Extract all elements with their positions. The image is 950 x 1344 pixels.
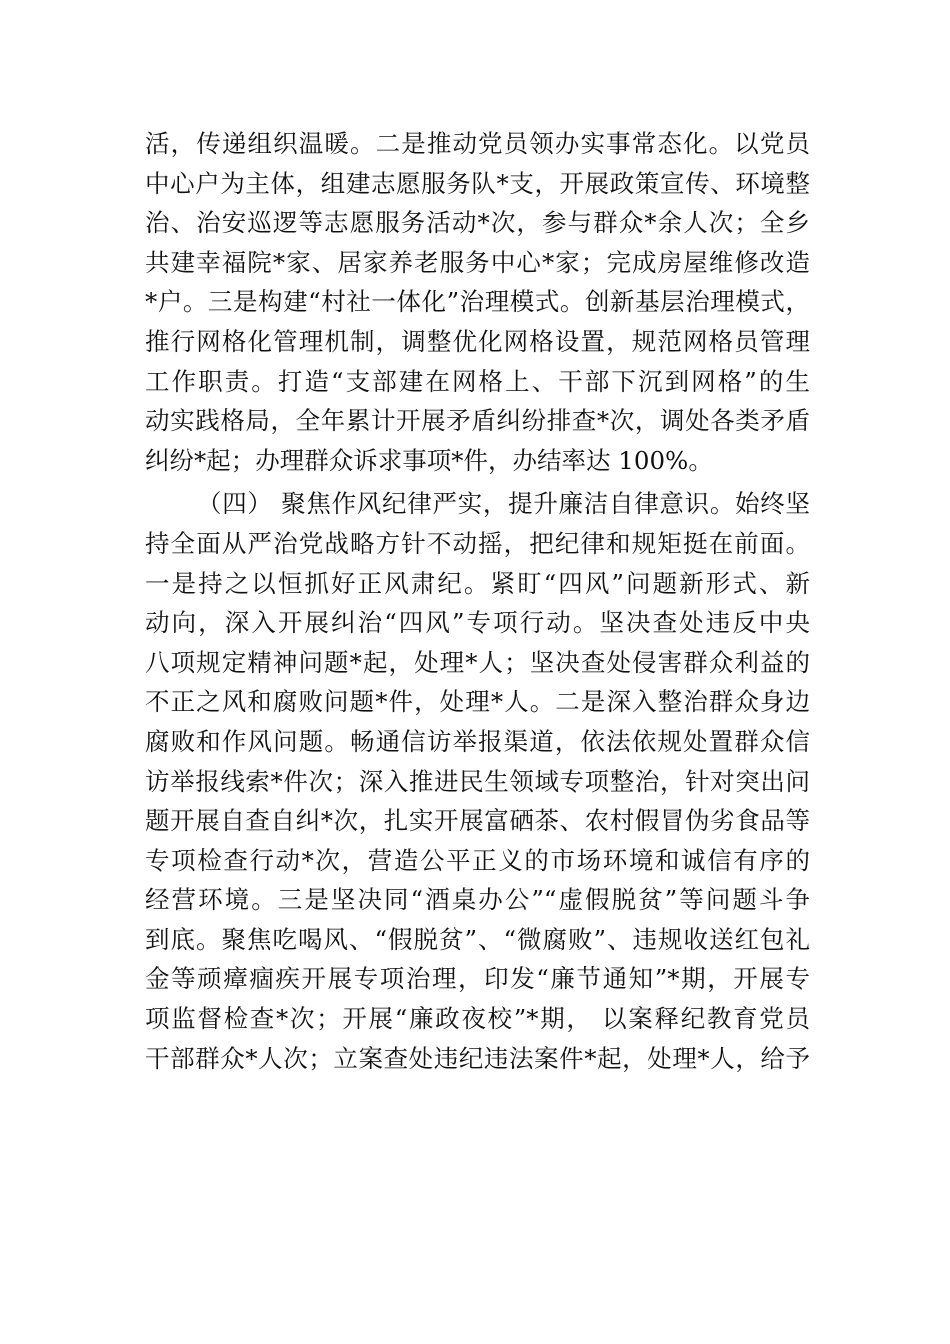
text-line: 八项规定精神问题*起，处理*人；坚决查处侵害群众利益的 xyxy=(145,647,810,677)
text-line: 工作职责。打造“支部建在网格上、干部下沉到网格”的生 xyxy=(145,366,810,396)
text-line: 专项检查行动*次，营造公平正义的市场环境和诚信有序的 xyxy=(145,845,810,875)
text-line: 题开展自查自纠*次，扎实开展富硒茶、农村假冒伪劣食品等 xyxy=(145,806,810,836)
paragraph-1 xyxy=(145,124,810,480)
text-line: 不正之风和腐败问题*件，处理*人。二是深入整治群众身边 xyxy=(145,687,810,717)
paragraph-2 xyxy=(145,484,810,1078)
text-line: *户。三是构建“村社一体化”治理模式。创新基层治理模式， xyxy=(145,287,810,317)
text-line: 共建幸福院*家、居家养老服务中心*家；完成房屋维修改造 xyxy=(145,247,810,277)
text-line: 活，传递组织温暖。二是推动党员领办实事常态化。以党员 xyxy=(145,129,810,158)
text-line: 经营环境。三是坚决同“酒桌办公”“虚假脱贫”等问题斗争 xyxy=(145,885,810,915)
text-line: 治、治安巡逻等志愿服务活动*次，参与群众*余人次；全乡 xyxy=(145,208,810,238)
text-line: 中心户为主体，组建志愿服务队*支，开展政策宣传、环境整 xyxy=(145,168,810,198)
text-line: 一是持之以恒抓好正风肃纪。紧盯“四风”问题新形式、新 xyxy=(145,568,810,598)
text-line: 动向，深入开展纠治“四风”专项行动。坚决查处违反中央 xyxy=(145,608,810,638)
text-line: 动实践格局，全年累计开展矛盾纠纷排查*次，调处各类矛盾 xyxy=(145,406,810,436)
text-line: 到底。聚焦吃喝风、“假脱贫”、“微腐败”、违规收送红包礼 xyxy=(145,924,810,954)
text-line: 腐败和作风问题。畅通信访举报渠道，依法依规处置群众信 xyxy=(145,726,810,756)
text-line: 纠纷*起；办理群众诉求事项*件，办结率达 100%。 xyxy=(145,445,713,475)
text-line: 访举报线索*件次；深入推进民生领域专项整治，针对突出问 xyxy=(145,766,810,796)
text-line: 持全面从严治党战略方针不动摇，把纪律和规矩挺在前面。 xyxy=(145,528,810,558)
text-line: 推行网格化管理机制，调整优化网格设置，规范网格员管理 xyxy=(145,326,810,356)
section-heading-line: （四） 聚焦作风纪律严实，提升廉洁自律意识。始终坚 xyxy=(197,489,810,519)
document-body xyxy=(145,124,810,1078)
text-line: 金等顽瘴痼疾开展专项治理，印发“廉节通知”*期，开展专 xyxy=(145,964,810,994)
text-line: 项监督检查*次；开展“廉政夜校”*期， 以案释纪教育党员 xyxy=(145,1004,810,1034)
text-line: 干部群众*人次；立案查处违纪违法案件*起，处理*人，给予 xyxy=(145,1043,810,1073)
